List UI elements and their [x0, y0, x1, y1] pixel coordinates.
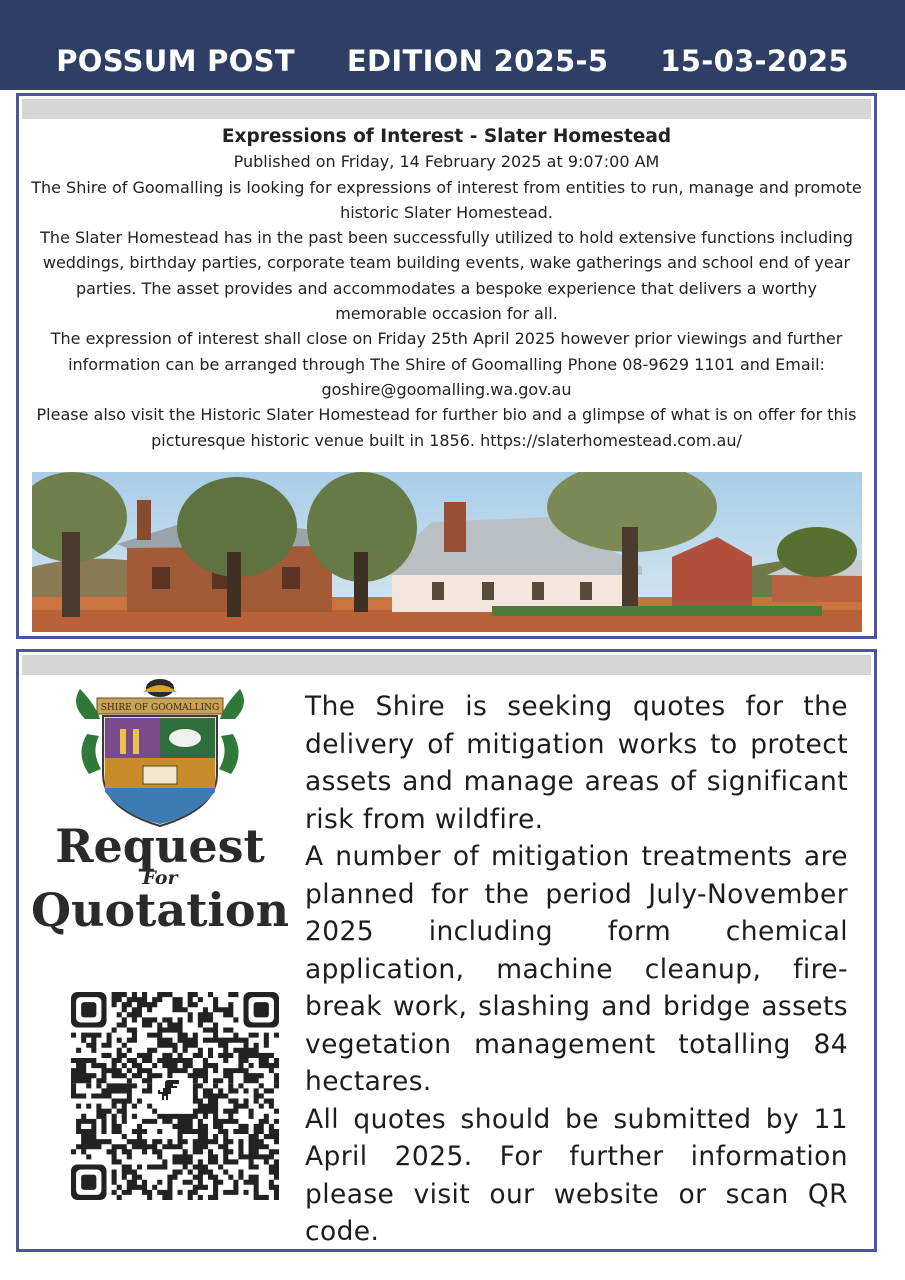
rfq-article — [305, 688, 848, 1251]
rfq-paragraph-1: The Shire is seeking quotes for the delivery of mitigation works to protect assets and manage areas of significant risk from wildfire. — [305, 691, 848, 835]
panel-header-bar — [22, 99, 871, 119]
request-for-quotation-wordmark — [25, 819, 295, 937]
slater-homestead-photo — [32, 472, 862, 632]
for-word: For — [142, 867, 178, 889]
eoi-paragraph-2: The Slater Homestead has in the past been successfully utilized to hold extensive functions including weddings, birthday parties, corporate team building events, wake gatherings and school end of year parties. The asset provides and accommodates a bespoke experience that delivers a worthy memorable occasion for all. — [40, 228, 853, 324]
qr-finder-pattern — [243, 992, 279, 1028]
qr-code[interactable] — [71, 992, 279, 1200]
eoi-paragraph-4: Please also visit the Historic Slater Homestead for further bio and a glimpse of what is on offer for this picturesque historic venue built in 1856. https://slaterhomestead.com.au/ — [36, 405, 857, 450]
eoi-title: Expressions of Interest - Slater Homestead — [221, 126, 672, 147]
rfq-panel — [16, 649, 877, 1252]
qr-finder-pattern — [71, 992, 107, 1028]
rfq-paragraph-2: A number of mitigation treatments are planned for the period July-November 2025 including form chemical application, machine cleanup, fire-break work, slashing and bridge assets vegetation management totalling 84 hectares. — [305, 841, 848, 1097]
panel-header-bar — [22, 655, 871, 675]
qr-finder-pattern — [71, 1164, 107, 1200]
masthead — [0, 0, 905, 90]
crest-banner-text: SHIRE OF GOOMALLING — [100, 703, 220, 713]
eoi-panel — [16, 93, 877, 639]
request-word: Request — [55, 819, 265, 873]
eoi-article — [29, 124, 864, 453]
quotation-word: Quotation — [30, 883, 290, 937]
masthead-title: POSSUM POST EDITION 2025-5 15-03-2025 — [56, 44, 849, 78]
eoi-paragraph-3: The expression of interest shall close on Friday 25th April 2025 however prior viewings and further information can be arranged through The Shire of Goomalling Phone 08-9629 1101 and Email: goshire@goomalling.wa.gov.au — [50, 329, 843, 399]
eoi-published-date: Published on Friday, 14 February 2025 at 9:07:00 AM — [233, 152, 660, 172]
eoi-paragraph-1: The Shire of Goomalling is looking for expressions of interest from entities to run, manage and promote historic Slater Homestead. — [31, 177, 862, 222]
rfq-paragraph-3: All quotes should be submitted by 11 April 2025. For further information please visit our website or scan QR code. — [305, 1103, 848, 1247]
